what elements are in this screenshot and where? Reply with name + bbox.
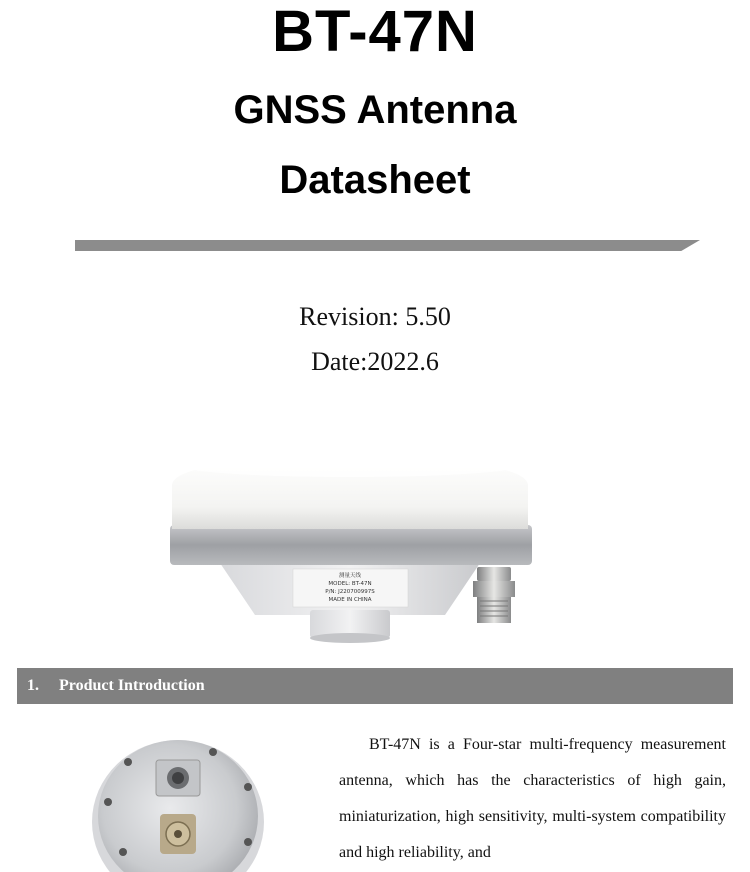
document-subtitle-line1: GNSS Antenna [233,88,517,132]
label-pn: P/N: J220700997S [325,589,375,595]
document-title: BT-47N [272,0,478,64]
document-subtitle-line2: Datasheet [279,158,471,202]
section-header-product-introduction [17,668,733,704]
product-introduction-text: BT-47N is a Four-star multi-frequency measurement antenna, which has the characteristics of high gain, miniaturization, high sensitivity, multi-system compatibility and high reliability, and [339,736,726,861]
section-number: 1. [27,677,39,694]
label-model: MODEL: BT-47N [328,581,372,587]
antenna-bottom-view-image [88,732,268,872]
section-title: Product Introduction [59,677,205,694]
revision-text: Revision: 5.50 [299,302,451,331]
label-brand: 测量天线 [338,573,362,579]
label-origin: MADE IN CHINA [328,597,372,603]
title-divider [75,240,700,251]
date-text: Date:2022.6 [311,347,439,376]
antenna-product-image [160,445,540,645]
